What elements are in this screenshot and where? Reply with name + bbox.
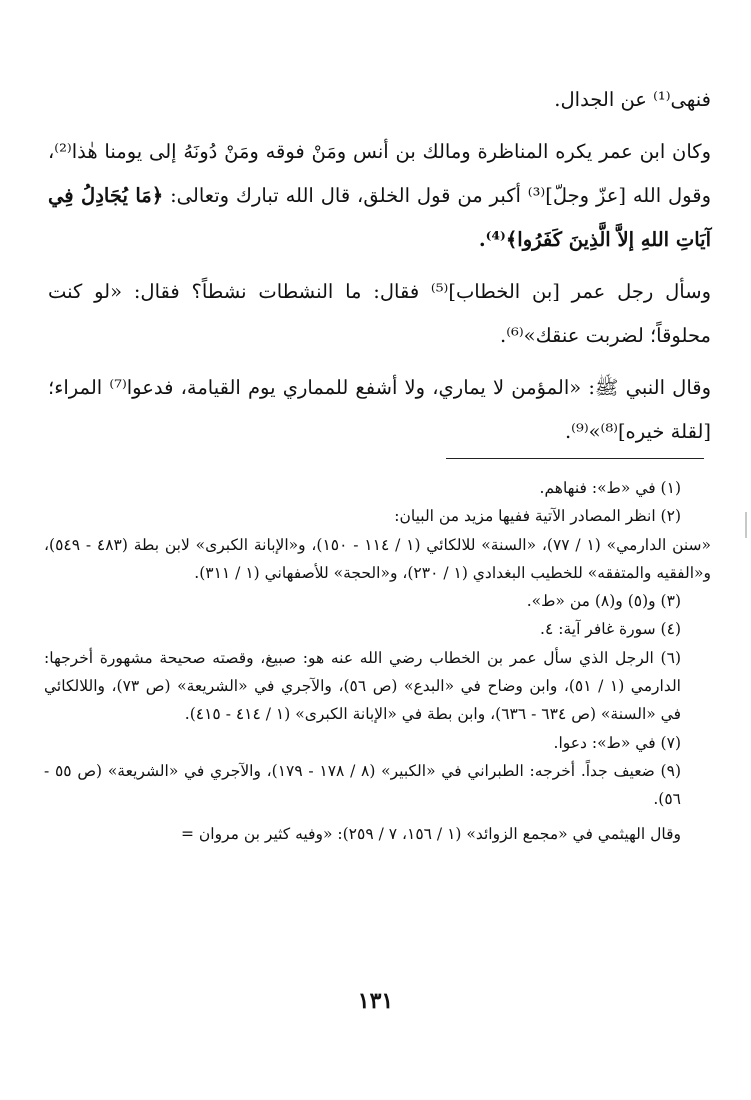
footnote-divider — [446, 458, 704, 459]
main-paragraph-1: فنهى⁽¹⁾ عن الجدال. — [554, 88, 711, 111]
main-paragraph-2 — [48, 130, 711, 262]
footnote-9-continuation: وقال الهيثمي في «مجمع الزوائد» (١ / ١٥٦، ٧ / ٢٥٩): «وفيه كثير بن مروان = — [180, 824, 681, 843]
footnote-4: (٤) سورة غافر آية: ٤. — [540, 620, 681, 639]
scan-edge-mark — [745, 512, 747, 538]
footnote-2: (٢) انظر المصادر الآتية ففيها مزيد من البيان: — [394, 507, 681, 526]
footnotes — [44, 474, 711, 848]
footnote-1: (١) في «ط»: فنهاهم. — [539, 479, 681, 497]
footnote-7: (٧) في «ط»: دعوا. — [553, 733, 681, 752]
quran-verse: ﴿مَا يُجَادِلُ فِي آيَاتِ اللهِ إلاَّ الَّذِينَ كَفَرُوا﴾⁽⁴⁾. — [48, 184, 711, 251]
page-number: ١٣١ — [357, 988, 394, 1014]
main-paragraph-2-text: وكان ابن عمر يكره المناظرة ومالك بن أنس ومَنْ فوقه ومَنْ دُونَهُ إلى يومنا هٰذا⁽²⁾، وقول الله [عزّ وجلّ]⁽³⁾ أكبر من قول الخلق، قال الله تبارك وتعالى: — [48, 140, 711, 207]
footnote-2-sources: «سنن الدارمي» (١ / ٧٧)، «السنة» للالكائي (١ / ١١٤ - ١٥٠)، و«الإبانة الكبرى» لابن بطة (٤٨٣ - ٥٤٩)، و«الفقيه والمتفقه» للخطيب البغدادي (١ / ٢٣٠)، و«الحجة» للأصفهاني (١ / ٣١١). — [44, 535, 712, 582]
footnote-6: (٦) الرجل الذي سأل عمر بن الخطاب رضي الله عنه هو: صبيغ، وقصته صحيحة مشهورة أخرجها: الدارمي (١ / ٥١)، وابن وضاح في «البدع» (ص ٥٦)، والآجري في «الشريعة» (ص ٧٣)، واللالكائي في «السنة» (ص ٦٣٤ - ٦٣٦)، وابن بطة في «الإبانة الكبرى» (١ / ٤١٤ - ٤١٥). — [44, 648, 681, 724]
main-paragraph-3: وسأل رجل عمر [بن الخطاب]⁽⁵⁾ فقال: ما النشطات نشطاً؟ فقال: «لو كنت محلوقاً؛ لضربت عنقك»⁽⁶⁾. — [48, 280, 711, 347]
main-paragraph-4: وقال النبي ﷺ: «المؤمن لا يماري، ولا أشفع للمماري يوم القيامة، فدعوا⁽⁷⁾ المراء؛ [لقلة خيره]⁽⁸⁾»⁽⁹⁾. — [48, 376, 712, 443]
main-text — [48, 78, 711, 454]
footnote-3: (٣) و(٥) و(٨) من «ط». — [526, 592, 681, 611]
footnote-9: (٩) ضعيف جداً. أخرجه: الطبراني في «الكبير» (٨ / ١٧٨ - ١٧٩)، والآجري في «الشريعة» (ص ٥٥ - ٥٦). — [44, 761, 681, 809]
